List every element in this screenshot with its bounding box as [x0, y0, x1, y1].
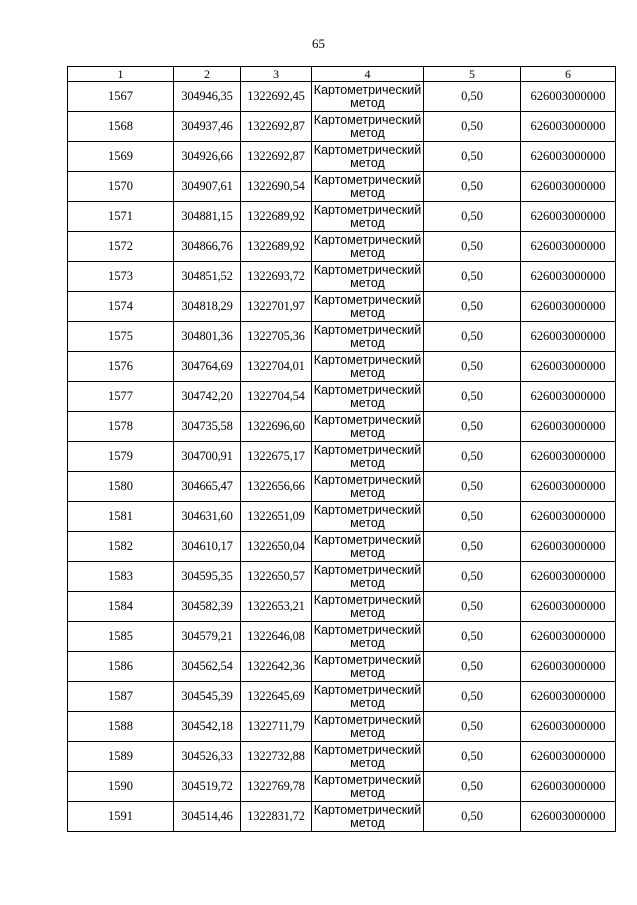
- method-line-1: Картометрический: [313, 772, 422, 787]
- method-cell: [312, 112, 424, 142]
- method-cell: [312, 292, 424, 322]
- point-number-cell: 1573: [68, 262, 174, 292]
- x-coordinate-cell: 304946,35: [174, 82, 241, 112]
- method-cell: [312, 262, 424, 292]
- y-coordinate-cell: 1322656,66: [241, 472, 312, 502]
- table-row: [68, 412, 616, 442]
- method-cell: [312, 472, 424, 502]
- method-line-2: метод: [350, 95, 385, 110]
- point-number-cell: 1590: [68, 772, 174, 802]
- y-coordinate-cell: 1322732,88: [241, 742, 312, 772]
- accuracy-cell: 0,50: [424, 742, 521, 772]
- point-number-cell: 1570: [68, 172, 174, 202]
- method-cell: [312, 592, 424, 622]
- code-cell: 626003000000: [521, 322, 616, 352]
- method-line-1: Картометрический: [313, 232, 422, 247]
- method-line-2: метод: [350, 755, 385, 770]
- code-cell: 626003000000: [521, 802, 616, 832]
- column-header: 4: [312, 67, 424, 82]
- x-coordinate-cell: 304851,52: [174, 262, 241, 292]
- y-coordinate-cell: 1322704,54: [241, 382, 312, 412]
- x-coordinate-cell: 304937,46: [174, 112, 241, 142]
- method-line-1: Картометрический: [313, 412, 422, 427]
- x-coordinate-cell: 304631,60: [174, 502, 241, 532]
- code-cell: 626003000000: [521, 772, 616, 802]
- method-line-1: Картометрический: [313, 592, 422, 607]
- point-number-cell: 1587: [68, 682, 174, 712]
- accuracy-cell: 0,50: [424, 442, 521, 472]
- table-row: [68, 712, 616, 742]
- code-cell: 626003000000: [521, 502, 616, 532]
- method-cell: [312, 382, 424, 412]
- method-line-2: метод: [350, 725, 385, 740]
- code-cell: 626003000000: [521, 652, 616, 682]
- code-cell: 626003000000: [521, 202, 616, 232]
- method-line-1: Картометрический: [313, 742, 422, 757]
- accuracy-cell: 0,50: [424, 652, 521, 682]
- accuracy-cell: 0,50: [424, 232, 521, 262]
- column-header: 5: [424, 67, 521, 82]
- point-number-cell: 1588: [68, 712, 174, 742]
- accuracy-cell: 0,50: [424, 82, 521, 112]
- y-coordinate-cell: 1322650,57: [241, 562, 312, 592]
- method-line-1: Картометрический: [313, 382, 422, 397]
- accuracy-cell: 0,50: [424, 562, 521, 592]
- code-cell: 626003000000: [521, 472, 616, 502]
- column-header: 6: [521, 67, 616, 82]
- y-coordinate-cell: 1322646,08: [241, 622, 312, 652]
- x-coordinate-cell: 304907,61: [174, 172, 241, 202]
- x-coordinate-cell: 304665,47: [174, 472, 241, 502]
- y-coordinate-cell: 1322696,60: [241, 412, 312, 442]
- method-cell: [312, 172, 424, 202]
- x-coordinate-cell: 304801,36: [174, 322, 241, 352]
- method-line-2: метод: [350, 515, 385, 530]
- method-cell: [312, 772, 424, 802]
- method-line-2: метод: [350, 635, 385, 650]
- point-number-cell: 1584: [68, 592, 174, 622]
- table-row: [68, 82, 616, 112]
- x-coordinate-cell: 304866,76: [174, 232, 241, 262]
- accuracy-cell: 0,50: [424, 712, 521, 742]
- point-number-cell: 1571: [68, 202, 174, 232]
- method-line-1: Картометрический: [313, 292, 422, 307]
- accuracy-cell: 0,50: [424, 502, 521, 532]
- accuracy-cell: 0,50: [424, 772, 521, 802]
- code-cell: 626003000000: [521, 292, 616, 322]
- method-line-2: метод: [350, 785, 385, 800]
- code-cell: 626003000000: [521, 382, 616, 412]
- method-line-2: метод: [350, 335, 385, 350]
- method-line-1: Картометрический: [313, 682, 422, 697]
- column-header: 2: [174, 67, 241, 82]
- method-line-1: Картометрический: [313, 82, 422, 97]
- x-coordinate-cell: 304542,18: [174, 712, 241, 742]
- table-row: [68, 622, 616, 652]
- x-coordinate-cell: 304526,33: [174, 742, 241, 772]
- method-line-2: метод: [350, 815, 385, 830]
- y-coordinate-cell: 1322675,17: [241, 442, 312, 472]
- method-line-1: Картометрический: [313, 262, 422, 277]
- x-coordinate-cell: 304595,35: [174, 562, 241, 592]
- table-row: [68, 352, 616, 382]
- accuracy-cell: 0,50: [424, 412, 521, 442]
- method-line-2: метод: [350, 665, 385, 680]
- method-line-2: метод: [350, 365, 385, 380]
- accuracy-cell: 0,50: [424, 202, 521, 232]
- table-row: [68, 112, 616, 142]
- x-coordinate-cell: 304562,54: [174, 652, 241, 682]
- method-line-2: метод: [350, 215, 385, 230]
- accuracy-cell: 0,50: [424, 382, 521, 412]
- method-cell: [312, 202, 424, 232]
- method-line-1: Картометрический: [313, 352, 422, 367]
- accuracy-cell: 0,50: [424, 802, 521, 832]
- code-cell: 626003000000: [521, 532, 616, 562]
- method-line-2: метод: [350, 605, 385, 620]
- x-coordinate-cell: 304881,15: [174, 202, 241, 232]
- accuracy-cell: 0,50: [424, 532, 521, 562]
- code-cell: 626003000000: [521, 412, 616, 442]
- method-cell: [312, 82, 424, 112]
- x-coordinate-cell: 304514,46: [174, 802, 241, 832]
- accuracy-cell: 0,50: [424, 262, 521, 292]
- method-line-2: метод: [350, 125, 385, 140]
- method-line-2: метод: [350, 575, 385, 590]
- method-cell: [312, 652, 424, 682]
- code-cell: 626003000000: [521, 82, 616, 112]
- column-header: 1: [68, 67, 174, 82]
- y-coordinate-cell: 1322692,87: [241, 142, 312, 172]
- x-coordinate-cell: 304818,29: [174, 292, 241, 322]
- table-header-row: [68, 67, 616, 82]
- point-number-cell: 1591: [68, 802, 174, 832]
- code-cell: 626003000000: [521, 112, 616, 142]
- table-row: [68, 652, 616, 682]
- y-coordinate-cell: 1322701,97: [241, 292, 312, 322]
- y-coordinate-cell: 1322689,92: [241, 202, 312, 232]
- point-number-cell: 1568: [68, 112, 174, 142]
- x-coordinate-cell: 304700,91: [174, 442, 241, 472]
- method-line-2: метод: [350, 485, 385, 500]
- method-line-1: Картометрический: [313, 712, 422, 727]
- point-number-cell: 1569: [68, 142, 174, 172]
- accuracy-cell: 0,50: [424, 592, 521, 622]
- table-row: [68, 142, 616, 172]
- method-line-1: Картометрический: [313, 562, 422, 577]
- method-cell: [312, 802, 424, 832]
- y-coordinate-cell: 1322693,72: [241, 262, 312, 292]
- code-cell: 626003000000: [521, 142, 616, 172]
- table-row: [68, 562, 616, 592]
- method-cell: [312, 562, 424, 592]
- point-number-cell: 1576: [68, 352, 174, 382]
- method-line-1: Картометрический: [313, 532, 422, 547]
- table-row: [68, 442, 616, 472]
- point-number-cell: 1583: [68, 562, 174, 592]
- point-number-cell: 1575: [68, 322, 174, 352]
- code-cell: 626003000000: [521, 262, 616, 292]
- x-coordinate-cell: 304926,66: [174, 142, 241, 172]
- code-cell: 626003000000: [521, 592, 616, 622]
- table-row: [68, 802, 616, 832]
- method-line-1: Картометрический: [313, 802, 422, 817]
- y-coordinate-cell: 1322692,45: [241, 82, 312, 112]
- method-line-2: метод: [350, 155, 385, 170]
- table-row: [68, 472, 616, 502]
- table-row: [68, 322, 616, 352]
- y-coordinate-cell: 1322650,04: [241, 532, 312, 562]
- method-line-2: метод: [350, 275, 385, 290]
- x-coordinate-cell: 304579,21: [174, 622, 241, 652]
- y-coordinate-cell: 1322692,87: [241, 112, 312, 142]
- method-cell: [312, 142, 424, 172]
- table-row: [68, 682, 616, 712]
- method-line-1: Картометрический: [313, 322, 422, 337]
- method-line-1: Картометрический: [313, 442, 422, 457]
- y-coordinate-cell: 1322690,54: [241, 172, 312, 202]
- y-coordinate-cell: 1322711,79: [241, 712, 312, 742]
- point-number-cell: 1581: [68, 502, 174, 532]
- method-line-1: Картометрический: [313, 112, 422, 127]
- method-cell: [312, 712, 424, 742]
- accuracy-cell: 0,50: [424, 292, 521, 322]
- code-cell: 626003000000: [521, 442, 616, 472]
- table-row: [68, 502, 616, 532]
- x-coordinate-cell: 304582,39: [174, 592, 241, 622]
- point-number-cell: 1582: [68, 532, 174, 562]
- page-number: 65: [312, 36, 325, 51]
- code-cell: 626003000000: [521, 562, 616, 592]
- method-cell: [312, 232, 424, 262]
- table-row: [68, 172, 616, 202]
- table-row: [68, 202, 616, 232]
- point-number-cell: 1567: [68, 82, 174, 112]
- point-number-cell: 1586: [68, 652, 174, 682]
- method-line-2: метод: [350, 545, 385, 560]
- method-line-1: Картометрический: [313, 472, 422, 487]
- table-row: [68, 382, 616, 412]
- accuracy-cell: 0,50: [424, 112, 521, 142]
- accuracy-cell: 0,50: [424, 322, 521, 352]
- y-coordinate-cell: 1322689,92: [241, 232, 312, 262]
- accuracy-cell: 0,50: [424, 622, 521, 652]
- method-line-1: Картометрический: [313, 202, 422, 217]
- y-coordinate-cell: 1322642,36: [241, 652, 312, 682]
- y-coordinate-cell: 1322705,36: [241, 322, 312, 352]
- table-row: [68, 532, 616, 562]
- method-cell: [312, 442, 424, 472]
- method-line-2: метод: [350, 395, 385, 410]
- x-coordinate-cell: 304764,69: [174, 352, 241, 382]
- y-coordinate-cell: 1322769,78: [241, 772, 312, 802]
- point-number-cell: 1580: [68, 472, 174, 502]
- y-coordinate-cell: 1322704,01: [241, 352, 312, 382]
- method-cell: [312, 532, 424, 562]
- method-cell: [312, 322, 424, 352]
- method-line-1: Картометрический: [313, 502, 422, 517]
- table-row: [68, 592, 616, 622]
- table-row: [68, 232, 616, 262]
- accuracy-cell: 0,50: [424, 682, 521, 712]
- y-coordinate-cell: 1322831,72: [241, 802, 312, 832]
- method-cell: [312, 412, 424, 442]
- code-cell: 626003000000: [521, 232, 616, 262]
- method-cell: [312, 352, 424, 382]
- code-cell: 626003000000: [521, 682, 616, 712]
- method-line-2: метод: [350, 305, 385, 320]
- table-row: [68, 292, 616, 322]
- method-line-1: Картометрический: [313, 142, 422, 157]
- code-cell: 626003000000: [521, 622, 616, 652]
- method-cell: [312, 502, 424, 532]
- point-number-cell: 1577: [68, 382, 174, 412]
- point-number-cell: 1578: [68, 412, 174, 442]
- method-cell: [312, 622, 424, 652]
- method-line-1: Картометрический: [313, 172, 422, 187]
- table-row: [68, 772, 616, 802]
- x-coordinate-cell: 304545,39: [174, 682, 241, 712]
- x-coordinate-cell: 304735,58: [174, 412, 241, 442]
- coordinates-table: [67, 66, 616, 832]
- code-cell: 626003000000: [521, 742, 616, 772]
- method-line-1: Картометрический: [313, 622, 422, 637]
- method-line-2: метод: [350, 425, 385, 440]
- method-cell: [312, 742, 424, 772]
- code-cell: 626003000000: [521, 352, 616, 382]
- point-number-cell: 1579: [68, 442, 174, 472]
- accuracy-cell: 0,50: [424, 172, 521, 202]
- point-number-cell: 1589: [68, 742, 174, 772]
- method-line-2: метод: [350, 185, 385, 200]
- column-header: 3: [241, 67, 312, 82]
- point-number-cell: 1572: [68, 232, 174, 262]
- table-row: [68, 262, 616, 292]
- method-line-2: метод: [350, 455, 385, 470]
- accuracy-cell: 0,50: [424, 352, 521, 382]
- code-cell: 626003000000: [521, 712, 616, 742]
- y-coordinate-cell: 1322653,21: [241, 592, 312, 622]
- table-row: [68, 742, 616, 772]
- method-line-2: метод: [350, 245, 385, 260]
- y-coordinate-cell: 1322645,69: [241, 682, 312, 712]
- accuracy-cell: 0,50: [424, 472, 521, 502]
- x-coordinate-cell: 304742,20: [174, 382, 241, 412]
- method-line-2: метод: [350, 695, 385, 710]
- accuracy-cell: 0,50: [424, 142, 521, 172]
- point-number-cell: 1574: [68, 292, 174, 322]
- y-coordinate-cell: 1322651,09: [241, 502, 312, 532]
- method-cell: [312, 682, 424, 712]
- code-cell: 626003000000: [521, 172, 616, 202]
- x-coordinate-cell: 304519,72: [174, 772, 241, 802]
- point-number-cell: 1585: [68, 622, 174, 652]
- x-coordinate-cell: 304610,17: [174, 532, 241, 562]
- method-line-1: Картометрический: [313, 652, 422, 667]
- table-body: [68, 82, 616, 832]
